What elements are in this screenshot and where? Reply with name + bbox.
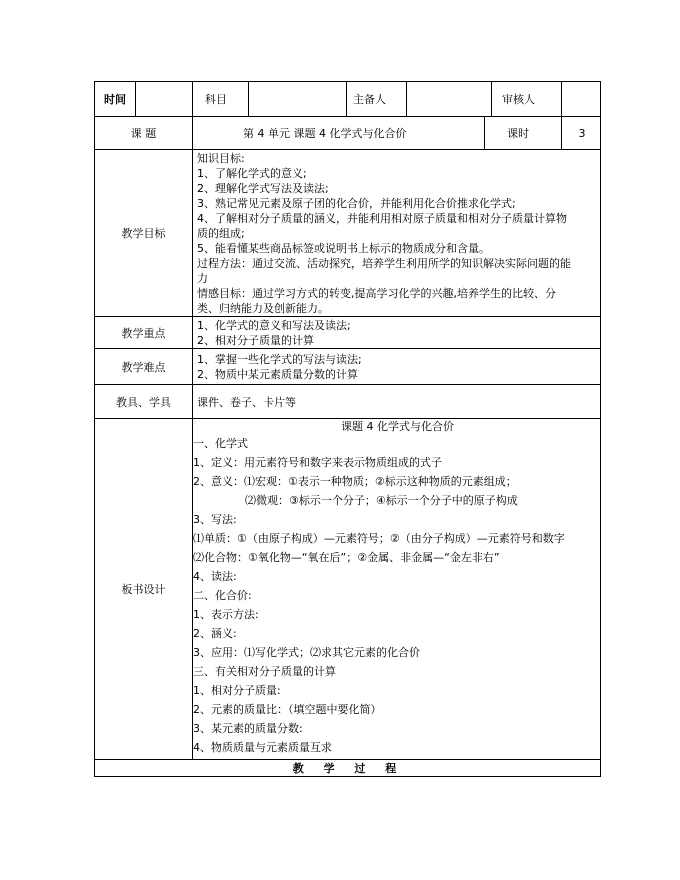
tools-row	[94, 385, 601, 419]
board-line: 二、化合价:	[193, 589, 252, 602]
objectives-line: 1、了解化学式的意义;	[197, 166, 307, 180]
objectives-line: 质的组成;	[197, 226, 245, 240]
objectives-line: 情感目标：通过学习方式的转变,提高学习化学的兴趣,培养学生的比较、分	[197, 286, 556, 300]
objectives-line: 3、熟记常见元素及原子团的化合价，并能利用化合价推求化学式;	[197, 196, 516, 210]
difficulties-content	[192, 349, 602, 384]
process-label: 教 学 过 程	[292, 762, 405, 775]
board-line: 2、元素的质量比：（填空题中要化简）	[193, 703, 382, 716]
subject-value-cell	[248, 82, 346, 116]
board-line: 4、读法:	[193, 570, 237, 583]
difficulties-label-cell	[95, 349, 192, 384]
key-points-line: 2、相对分子质量的计算	[197, 333, 314, 347]
board-line: 4、物质质量与元素质量互求	[193, 741, 332, 754]
board-line: 3、某元素的质量分数:	[193, 722, 303, 735]
tools-value: 课件、卷子、卡片等	[197, 395, 296, 409]
topic-value: 第 4 单元 课题 4 化学式与化合价	[243, 127, 407, 140]
board-line: 1、相对分子质量:	[193, 684, 281, 697]
preparer-label-cell	[346, 82, 406, 116]
objectives-content	[192, 150, 602, 316]
preparer-label: 主备人	[353, 93, 386, 106]
difficulties-label: 教学难点	[121, 360, 166, 374]
reviewer-label: 审核人	[502, 93, 535, 106]
topic-row	[94, 117, 601, 150]
key-points-label: 教学重点	[121, 326, 166, 340]
board-line: 1、表示方法:	[193, 608, 259, 621]
time-value-cell	[135, 82, 192, 116]
period-label: 课时	[507, 127, 529, 140]
process-row	[94, 760, 601, 777]
key-points-content	[192, 317, 602, 348]
tools-label: 教具、学具	[116, 395, 171, 409]
board-line: 2、意义：⑴宏观：①表示一种物质；②标示这种物质的元素组成；	[193, 475, 517, 488]
preparer-value-cell	[406, 82, 491, 116]
objectives-line: 类、归纳能力及创新能力。	[197, 301, 329, 315]
board-line: 2、涵义:	[193, 627, 237, 640]
reviewer-value-cell	[561, 82, 602, 116]
objectives-row	[94, 150, 601, 317]
key-points-label-cell	[95, 317, 192, 348]
board-label-cell	[95, 419, 192, 759]
board-line: 3、写法:	[193, 513, 237, 526]
header-row	[94, 81, 601, 117]
objectives-label: 教学目标	[121, 227, 166, 240]
board-line: 三、有关相对分子质量的计算	[193, 665, 336, 678]
board-line: 一、化学式	[193, 437, 248, 450]
objectives-line: 知识目标:	[197, 151, 245, 165]
board-line: ⑵微观：③标示一个分子；④标示一个分子中的原子构成	[245, 494, 518, 507]
time-label-cell	[95, 82, 135, 116]
board-line: 1、定义：用元素符号和数字来表示物质组成的式子	[193, 456, 442, 469]
tools-label-cell	[95, 385, 192, 418]
process-label-cell	[95, 760, 602, 776]
objectives-line: 4、了解相对分子质量的涵义，并能利用相对原子质量和相对分子质量计算物	[197, 211, 567, 225]
board-title: 课题 4 化学式与化合价	[341, 420, 454, 433]
board-line: 3、应用：⑴写化学式；⑵求其它元素的化合价	[193, 646, 420, 659]
board-label: 板书设计	[121, 583, 166, 596]
period-label-cell	[484, 117, 561, 149]
subject-label-cell	[192, 82, 248, 116]
board-content	[192, 419, 602, 759]
topic-value-cell	[192, 117, 484, 149]
topic-label-cell	[95, 117, 192, 149]
key-points-line: 1、化学式的意义和写法及读法;	[197, 318, 351, 332]
objectives-label-cell	[95, 150, 192, 316]
tools-content	[192, 385, 602, 418]
board-line: ⑵化合物：①氧化物—“氧在后”；②金属、非金属—“金左非右”	[193, 551, 500, 564]
board-row	[94, 419, 601, 760]
key-points-row	[94, 317, 601, 349]
objectives-line: 2、理解化学式写法及读法;	[197, 181, 329, 195]
topic-label: 课 题	[130, 127, 157, 140]
difficulties-line: 2、物质中某元素质量分数的计算	[197, 367, 358, 381]
time-label: 时间	[104, 93, 126, 106]
objectives-line: 过程方法：通过交流、活动探究，培养学生利用所学的知识解决实际问题的能	[197, 256, 571, 270]
period-value-cell	[561, 117, 602, 149]
difficulties-row	[94, 349, 601, 385]
objectives-line: 5、能看懂某些商品标签或说明书上标示的物质成分和含量。	[197, 241, 490, 255]
difficulties-line: 1、掌握一些化学式的写法与读法;	[197, 352, 362, 366]
period-value: 3	[578, 126, 586, 140]
board-line: ⑴单质：①（由原子构成）—元素符号；②（由分子构成）—元素符号和数字	[193, 532, 565, 545]
subject-label: 科目	[205, 93, 227, 106]
objectives-line: 力	[197, 271, 208, 285]
reviewer-label-cell	[491, 82, 561, 116]
